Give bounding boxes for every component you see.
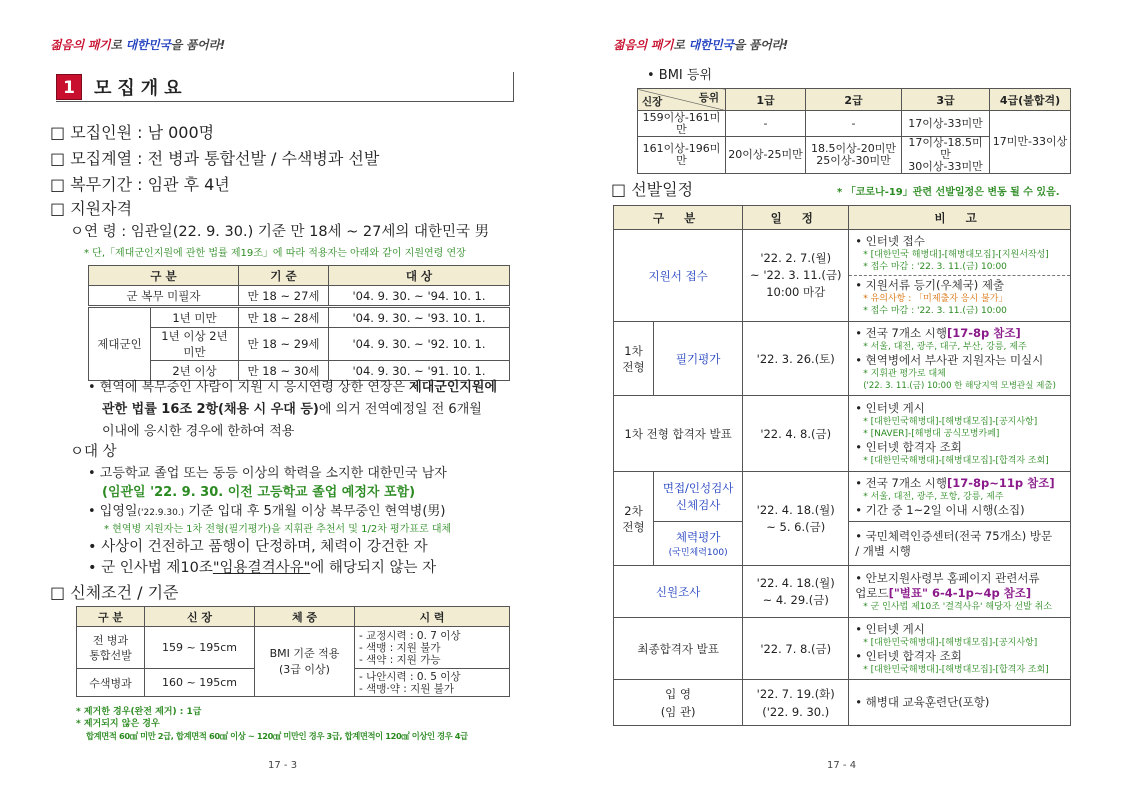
bmi-cell: 17이상-18.5미만 30이상-33미만 [902,137,990,174]
schedule-stage: 필기평가 [654,322,743,396]
schedule-remark [849,566,1071,618]
slogan-text: 대한민국 [688,38,734,52]
remark-line: • 안보지원사령부 홈페이지 관련서류 [855,570,1040,585]
section-title: 모집개요 [94,78,188,99]
age-cell: 만 18 ~ 29세 [239,328,329,361]
slogan-text: 패기 [650,38,674,52]
remark-note: * 유의사항 : 「미제출자 응시 불가」 [863,294,1008,304]
schedule-stage [654,522,743,566]
schedule-remark [849,230,1071,322]
slogan-text: 로 [110,38,126,52]
tattoo-note: * 제거되지 않은 경우 [76,719,160,729]
remark-line: • 인터넷 합격자 조회 [855,648,962,663]
remark-note: * [NAVER]-[해병대 공식모병카페] [863,428,1000,439]
physical-header: 신 장 [145,607,255,627]
text: ["별표" 6-4-1p~4p 참조] [888,585,1032,600]
schedule-remark [849,472,1071,522]
bmi-grade: 4급(불합격) [990,89,1071,111]
bmi-cell: 17미만-33이상 [990,111,1071,174]
remark-note: * [대한민국해병대]-[해병대모집]-[합격자 조회] [863,455,1049,466]
remark-line: • 인터넷 게시 [855,400,925,415]
target-item [88,556,436,577]
remark-note: * [대한민국 해병대]-[해병대모집]-[지원서작성] [863,250,1049,260]
age-cell: 만 18 ~ 30세 [239,361,329,381]
physical-table [76,606,510,697]
remark-line [855,326,1064,341]
age-cell: 1년 이상 2년 미만 [151,328,239,361]
age-table-header: 대 상 [329,266,510,286]
service-period: □ 복무기간 : 임관 후 4년 [50,175,230,194]
remark-line: • 인터넷 접수 [855,234,925,248]
right-page [561,0,1121,793]
bmi-cell: 20이상-25미만 [726,137,806,174]
schedule-stage: 입 영 (임 관) [614,680,743,726]
target-item: • 고등학교 졸업 또는 동등 이상의 학력을 소지한 대한민국 남자 [88,466,447,481]
text: "임용결격사유" [212,560,311,576]
slogan-text: 을 품어라! [733,38,788,52]
left-page [0,0,560,793]
physical-header: 시 력 [355,607,510,627]
bmi-table [637,88,1071,174]
age-cell: 만 18 ~ 27세 [239,286,329,306]
text: • 입영일 [88,504,138,519]
physical-vision: - 나안시력 : 0. 5 이상 - 색맹·약 : 지원 불가 [355,669,510,697]
schedule-remark [849,680,1071,726]
remark-note: * [대한민국해병대]-[해병대모집]-[합격자 조회] [863,664,1049,675]
text: • 전국 7개소 시행 [855,475,947,490]
slogan [613,36,788,53]
age-cell: 만 18 ~ 28세 [239,308,329,328]
recruit-field: □ 모집계열 : 전 병과 통합선발 / 수색병과 선발 [50,149,380,168]
target-note: * 현역병 지원자는 1차 전형(필기평가)을 지휘관 추천서 및 1/2차 평가표로 대체 [104,524,452,535]
schedule-date: '22. 7. 8.(금) [743,618,849,680]
veteran-table [88,307,510,381]
recruit-count: □ 모집인원 : 남 000명 [50,123,215,142]
age-cell: 1년 미만 [151,308,239,328]
text: 제대군인지원에 [409,380,498,395]
text: 에 해당되지 않는 자 [310,560,437,576]
schedule-stage: 신원조사 [614,566,743,618]
bmi-grade: 3급 [902,89,990,111]
text: [17-8p~11p 참조] [946,475,1055,490]
veteran-label: 제대군인 [89,308,151,381]
text: [17-8p 참조] [946,325,1021,340]
text: 업로드 [855,585,889,600]
slogan-text: 로 [673,38,689,52]
schedule-remark [849,618,1071,680]
age-cell: '04. 9. 30. ~ '93. 10. 1. [329,308,510,328]
slogan-text: 패기 [87,38,111,52]
remark-line: • 국민체력인증센터(전국 75개소) 방문 / 개별 시행 [855,528,1053,558]
schedule-remark [849,396,1071,472]
text: • 군 인사법 제10조 [88,560,213,576]
schedule-group: 1차 전형 [614,322,654,396]
physical-cell: 수색병과 [77,669,145,697]
physical-cell: 160 ~ 195cm [145,669,255,697]
physical-vision: - 교정시력 : 0. 7 이상 - 색맹 : 지원 불가 - 색약 : 지원 가능 [355,627,510,669]
remark-line: • 지원서류 등기(우체국) 제출 [855,278,1005,292]
slogan [50,36,225,53]
remark-note: * [대한민국해병대]-[해병대모집]-[공지사항] [863,637,1038,648]
remark-note: * 접수 마감 : '22. 3. 11.(금) 10:00 [863,262,1007,272]
text: 에 의거 전역예정일 전 6개월 [318,402,482,417]
remark-note: * [대한민국해병대]-[해병대모집]-[공지사항] [863,416,1038,427]
slogan-text: 젊음의 [50,38,88,52]
bmi-cell: - [806,111,902,137]
remark-line: • 기간 중 1~2일 이내 시행(소집) [855,502,1025,517]
remark-note: * 서울, 대전, 광주, 포항, 강릉, 제주 [863,491,1004,502]
bmi-cell: 161이상-196미만 [638,137,726,174]
schedule-date: '22. 4. 18.(월) ~ 5. 6.(금) [743,472,849,566]
schedule-header: 비 고 [849,206,1071,230]
section-header [56,72,514,102]
section-number: 1 [56,74,82,100]
active-duty-text [102,398,482,417]
target-item [88,500,445,519]
schedule-table [613,205,1071,726]
schedule-date: '22. 3. 26.(토) [743,322,849,396]
remark-line [855,476,1064,491]
remark-line: • 해병대 교육훈련단(포항) [855,695,990,709]
active-duty-text [88,376,497,395]
schedule-remark [849,322,1071,396]
text: (국민체력100) [668,548,728,558]
schedule-heading: □ 선발일정 [611,180,694,199]
age-cell: 2년 이상 [151,361,239,381]
target-item-green: (임관일 '22. 9. 30. 이전 고등학교 졸업 예정자 포함) [102,485,416,500]
remark-note: * 접수 마감 : '22. 3. 11.(금) 10:00 [863,306,1007,316]
bmi-grade: 2급 [806,89,902,111]
remark-note: * 지휘관 평가로 대체 [863,368,946,379]
age-table [88,265,510,306]
text: 신장 [642,96,663,108]
age-table-header: 기 준 [239,266,329,286]
bmi-cell: - [726,111,806,137]
target-item: • 사상이 건전하고 품행이 단정하며, 체력이 강건한 자 [88,539,428,555]
schedule-header: 일 정 [743,206,849,230]
remark-line [855,586,1064,601]
bmi-heading: • BMI 등위 [647,68,713,83]
text: 등위 [698,92,719,104]
physical-cell: 159 ~ 195cm [145,627,255,669]
bmi-cell: 17이상-33미만 [902,111,990,137]
divider [849,275,1070,276]
remark-note: * 서울, 대전, 광주, 대구, 부산, 강릉, 제주 [863,341,1027,352]
qualification-heading: □ 지원자격 [50,199,133,218]
active-duty-text: 이내에 응시한 경우에 한하여 적용 [102,424,295,439]
tattoo-note: * 제거한 경우(완전 제거) : 1급 [76,707,202,717]
text: ('22.9.30.) [137,508,185,518]
text: • 현역에 복무중인 사람이 지원 시 응시연령 상한 연장은 [88,380,410,395]
bmi-grade: 1급 [726,89,806,111]
remark-note: * 군 인사법 제10조 '결격사유' 해당자 선발 취소 [863,601,1052,612]
remark-line: • 인터넷 게시 [855,621,925,636]
schedule-stage: 1차 전형 합격자 발표 [614,396,743,472]
remark-line: • 인터넷 합격자 조회 [855,439,962,454]
age-cell: '04. 9. 30. ~ '91. 10. 1. [329,361,510,381]
bmi-cell: 159이상-161미만 [638,111,726,137]
physical-header: 체 중 [255,607,355,627]
schedule-date: '22. 2. 7.(월) ~ '22. 3. 11.(금) 10:00 마감 [743,230,849,322]
physical-weight: BMI 기준 적용 (3급 이상) [255,627,355,697]
age-cell: '04. 9. 30. ~ '92. 10. 1. [329,328,510,361]
bmi-cell: 18.5이상-20미만 25이상-30미만 [806,137,902,174]
page-number: 17 - 4 [827,760,857,771]
physical-heading: □ 신체조건 / 기준 [50,583,179,602]
schedule-remark [849,522,1071,566]
slogan-text: 젊음의 [613,38,651,52]
schedule-header: 구 분 [614,206,743,230]
age-cell: 군 복무 미필자 [89,286,239,306]
age-note: * 단,「제대군인지원에 관한 법률 제19조」에 따라 적용자는 아래와 같이 지원연령 연장 [84,248,466,259]
slogan-text: 을 품어라! [170,38,225,52]
tattoo-note: 합계면적 60㎠ 미만 2급, 합계면적 60㎠ 이상 ~ 120㎠ 미만인 경우 3급, 합계면적이 120㎠ 이상인 경우 4급 [86,731,468,741]
page-number: 17 - 3 [268,760,298,771]
schedule-note: * 「코로나-19」관련 선발일정은 변동 될 수 있음. [837,187,1060,198]
bmi-corner [638,89,726,111]
target-heading: ㅇ대 상 [70,444,117,460]
age-table-header: 구 분 [89,266,239,286]
schedule-date: '22. 4. 18.(월) ~ 4. 29.(금) [743,566,849,618]
schedule-date: '22. 4. 8.(금) [743,396,849,472]
schedule-stage: 지원서 접수 [614,230,743,322]
remark-note: ('22. 3. 11.(금) 10:00 한 해당지역 모병관실 제출) [863,380,1056,391]
schedule-stage: 면접/인성검사 신체검사 [654,472,743,522]
age-cell: '04. 9. 30. ~ '94. 10. 1. [329,286,510,306]
schedule-date: '22. 7. 19.(화) ('22. 9. 30.) [743,680,849,726]
text: • 전국 7개소 시행 [855,325,947,340]
text: 체력평가 [675,530,721,544]
remark-line: • 현역병에서 부사관 지원자는 미실시 [855,352,1044,367]
text: 관한 법률 16조 2항(채용 시 우대 등) [102,402,319,417]
physical-cell: 전 병과 통합선발 [77,627,145,669]
physical-header: 구 분 [77,607,145,627]
schedule-group: 2차 전형 [614,472,654,566]
text: 기준 입대 후 5개월 이상 복무중인 현역병(男) [184,504,446,519]
slogan-text: 대한민국 [125,38,171,52]
schedule-stage: 최종합격자 발표 [614,618,743,680]
age-line: ㅇ연 령 : 임관일(22. 9. 30.) 기준 만 18세 ~ 27세의 대한민국 男 [70,224,490,240]
